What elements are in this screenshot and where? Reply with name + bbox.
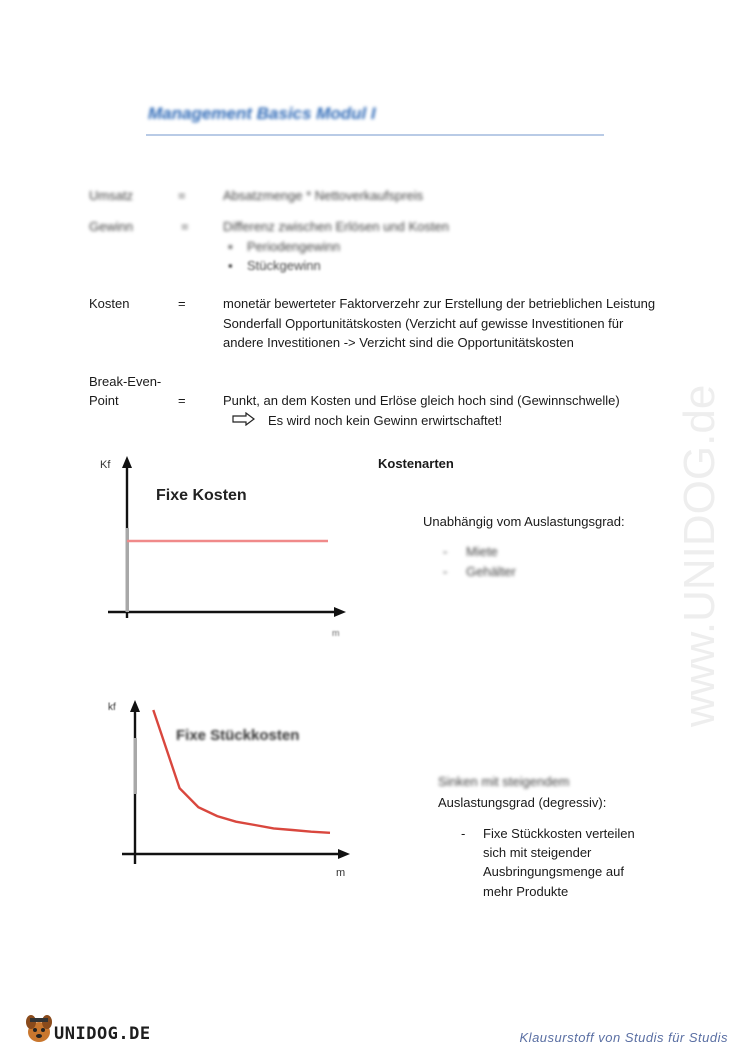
chart-ylabel: kf (108, 702, 116, 713)
chart-fixe-kosten (96, 450, 360, 645)
chart-ylabel: Kf (100, 459, 111, 471)
fixe-kosten-intro: Unabhängig vom Auslastungsgrad: (423, 514, 625, 529)
definition-gewinn: Differenz zwischen Erlösen und Kosten (223, 219, 449, 234)
svg-text:www.UNIDOG.de: www.UNIDOG.de (675, 384, 724, 727)
equals-sign: = (178, 188, 186, 203)
list-item: Miete (466, 544, 498, 559)
chart-title: Fixe Stückkosten (176, 727, 300, 744)
equals-sign: = (181, 219, 189, 234)
term-umsatz: Umsatz (89, 188, 134, 203)
stueckkosten-item-line: Fixe Stückkosten verteilen (483, 826, 635, 841)
stueckkosten-item-line: mehr Produkte (483, 884, 569, 899)
chart-title: Fixe Kosten (156, 487, 247, 504)
y-axis-arrow-icon (122, 456, 132, 468)
bullet-icon: ▪ (228, 239, 233, 254)
list-dash: - (443, 544, 448, 559)
footer-tagline: Klausurstoff von Studis für Studis (519, 1030, 728, 1045)
equals-sign: = (178, 393, 186, 408)
footer-logo: UNIDOG.DE (54, 1024, 151, 1044)
stueckkosten-item-line: Ausbringungsmenge auf (483, 864, 624, 879)
equals-sign: = (178, 296, 186, 311)
y-axis-arrow-icon (130, 700, 140, 712)
list-item: Gehälter (466, 564, 516, 579)
y-axis-highlight (134, 738, 138, 794)
term-break-even-line: Point (89, 393, 119, 408)
chart-fixe-stueckkosten (104, 696, 366, 888)
definition-umsatz: Absatzmenge * Nettoverkaufspreis (223, 188, 424, 203)
break-even-note: Es wird noch kein Gewinn erwirtschaftet! (268, 413, 503, 428)
chart-xlabel: m (332, 628, 340, 638)
implies-arrow-icon (232, 412, 256, 426)
stueckkosten-intro-line: Sinken mit steigendem (438, 774, 570, 789)
list-item: Periodengewinn (247, 239, 341, 254)
definition-kosten-line: andere Investitionen -> Verzicht sind die Opportunitätskosten (223, 335, 574, 350)
stueckkosten-intro-line: Auslastungsgrad (degressiv): (438, 795, 607, 810)
bullet-icon: ▪ (228, 258, 233, 273)
title-divider (146, 134, 604, 136)
term-break-even-line: Break-Even- (89, 374, 162, 389)
x-axis-arrow-icon (334, 607, 346, 617)
page-title: Management Basics Modul I (148, 104, 376, 123)
list-dash: - (443, 564, 448, 579)
chart-xlabel: m (336, 867, 346, 879)
definition-kosten-line: monetär bewerteter Faktorverzehr zur Erstellung der betrieblichen Leistung (223, 296, 656, 311)
definition-kosten-line: Sonderfall Opportunitätskosten (Verzicht auf gewisse Investitionen für (223, 316, 624, 331)
list-dash: - (461, 826, 466, 841)
list-item: Stückgewinn (247, 258, 321, 273)
term-gewinn: Gewinn (89, 219, 134, 234)
definition-break-even: Punkt, an dem Kosten und Erlöse gleich hoch sind (Gewinnschwelle) (223, 393, 620, 408)
dog-logo-icon (22, 1010, 56, 1046)
term-kosten: Kosten (89, 296, 130, 311)
x-axis-arrow-icon (338, 849, 350, 859)
section-heading-kostenarten: Kostenarten (378, 456, 454, 471)
stueckkosten-item-line: sich mit steigender (483, 845, 592, 860)
watermark (668, 272, 728, 732)
